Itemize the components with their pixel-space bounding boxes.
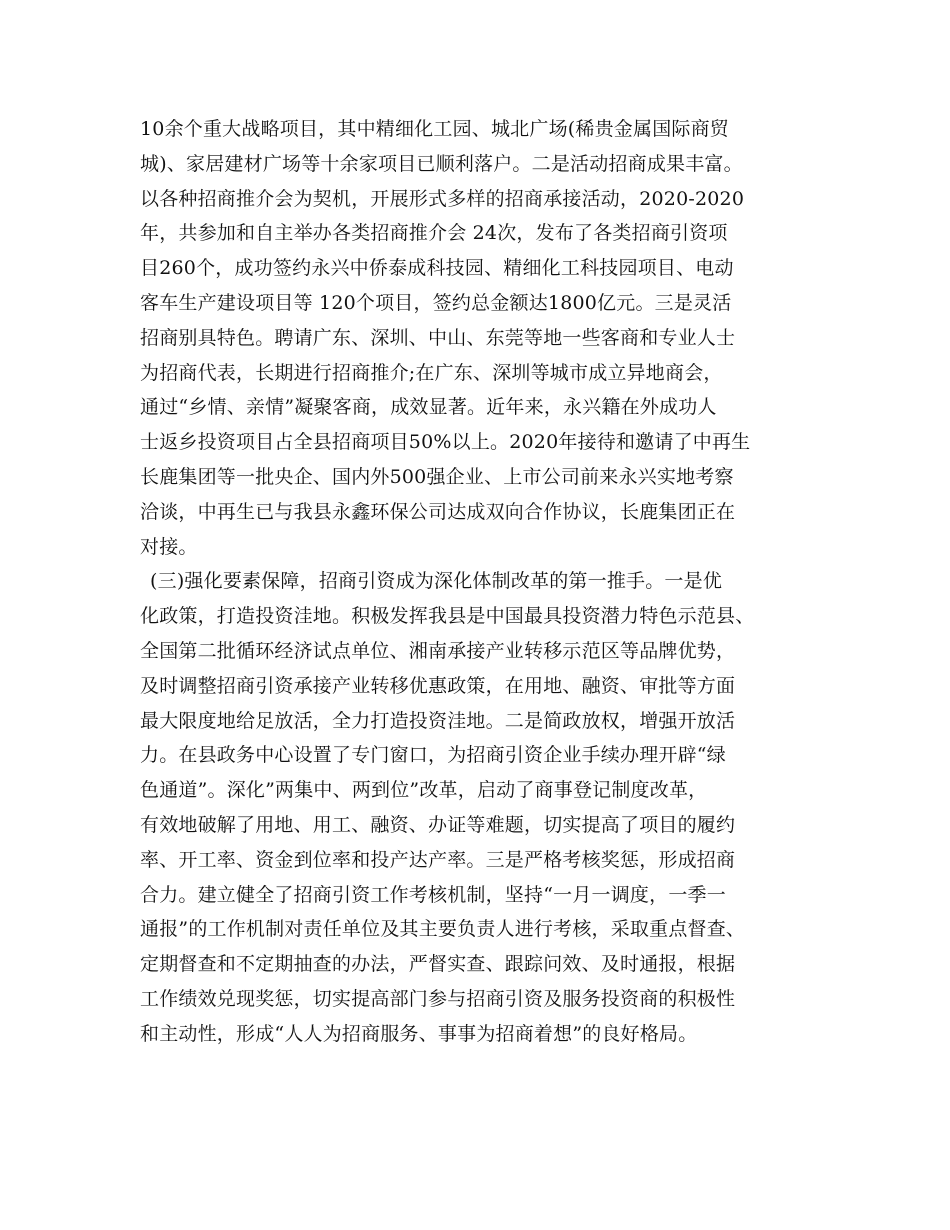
text-line: 对接。 [140,535,198,558]
text-line: 士返乡投资项目占全县招商项目50%以上。2020年接待和邀请了中再生 [140,431,751,454]
text-line: 目260个，成功签约永兴中侨泰成科技园、精细化工科技园项目、电动 [140,257,734,280]
text-line: 城)、家居建材广场等十余家项目已顺利落户。二是活动招商成果丰富。 [140,152,743,175]
text-line: 客车生产建设项目等 120个项目，签约总金额达1800亿元。三是灵活 [140,291,732,314]
text-line: 及时调整招商引资承接产业转移优惠政策，在用地、融资、审批等方面 [140,674,736,697]
text-line: 为招商代表，长期进行招商推介;在广东、深圳等城市成立异地商会， [140,361,723,384]
text-line: 以各种招商推介会为契机，开展形式多样的招商承接活动，2020-2020 [140,187,745,210]
text-line: 化政策，打造投资洼地。积极发挥我县是中国最具投资潜力特色示范县、 [140,605,755,628]
text-line: 全国第二批循环经济试点单位、湘南承接产业转移示范区等品牌优势， [140,639,736,662]
text-line: 率、开工率、资金到位率和投产达产率。三是严格考核奖惩，形成招商 [140,848,736,871]
text-line: 招商别具特色。聘请广东、深圳、中山、东莞等地一些客商和专业人士 [140,326,736,349]
text-line: 色通道”。深化”两集中、两到位”改革，启动了商事登记制度改革， [140,779,708,802]
text-line: 定期督查和不定期抽查的办法，严督实查、跟踪问效、及时通报，根据 [140,953,736,976]
text-line: 力。在县政务中心设置了专门窗口，为招商引资企业手续办理开辟“绿 [140,744,726,767]
text-line: 有效地破解了用地、用工、融资、办证等难题，切实提高了项目的履约 [140,813,736,836]
text-line: 合力。建立健全了招商引资工作考核机制，坚持“一月一调度，一季一 [140,883,726,906]
text-line: 工作绩效兑现奖惩，切实提高部门参与招商引资及服务投资商的积极性 [140,987,736,1010]
text-line: 10余个重大战略项目，其中精细化工园、城北广场(稀贵金属国际商贸 [140,118,729,140]
text-line: 通报”的工作机制对责任单位及其主要负责人进行考核，采取重点督查、 [140,918,746,941]
text-line: 最大限度地给足放活，全力打造投资洼地。二是简政放权，增强开放活 [140,709,736,732]
document-body [140,112,820,1052]
text-line: 年，共参加和自主举办各类招商推介会 24次，发布了各类招商引资项 [140,222,728,245]
text-line: 通过“乡情、亲情”凝聚客商，成效显著。近年来，永兴籍在外成功人 [140,396,717,419]
text-line: 洽谈，中再生已与我县永鑫环保公司达成双向合作协议，长鹿集团正在 [140,500,736,523]
section-heading-line: (三)强化要素保障，招商引资成为深化体制改革的第一推手。一是优 [150,570,723,593]
text-line: 和主动性，形成“人人为招商服务、事事为招商着想”的良好格局。 [140,1022,698,1045]
text-line: 长鹿集团等一批央企、国内外500强企业、上市公司前来永兴实地考察 [140,465,734,488]
